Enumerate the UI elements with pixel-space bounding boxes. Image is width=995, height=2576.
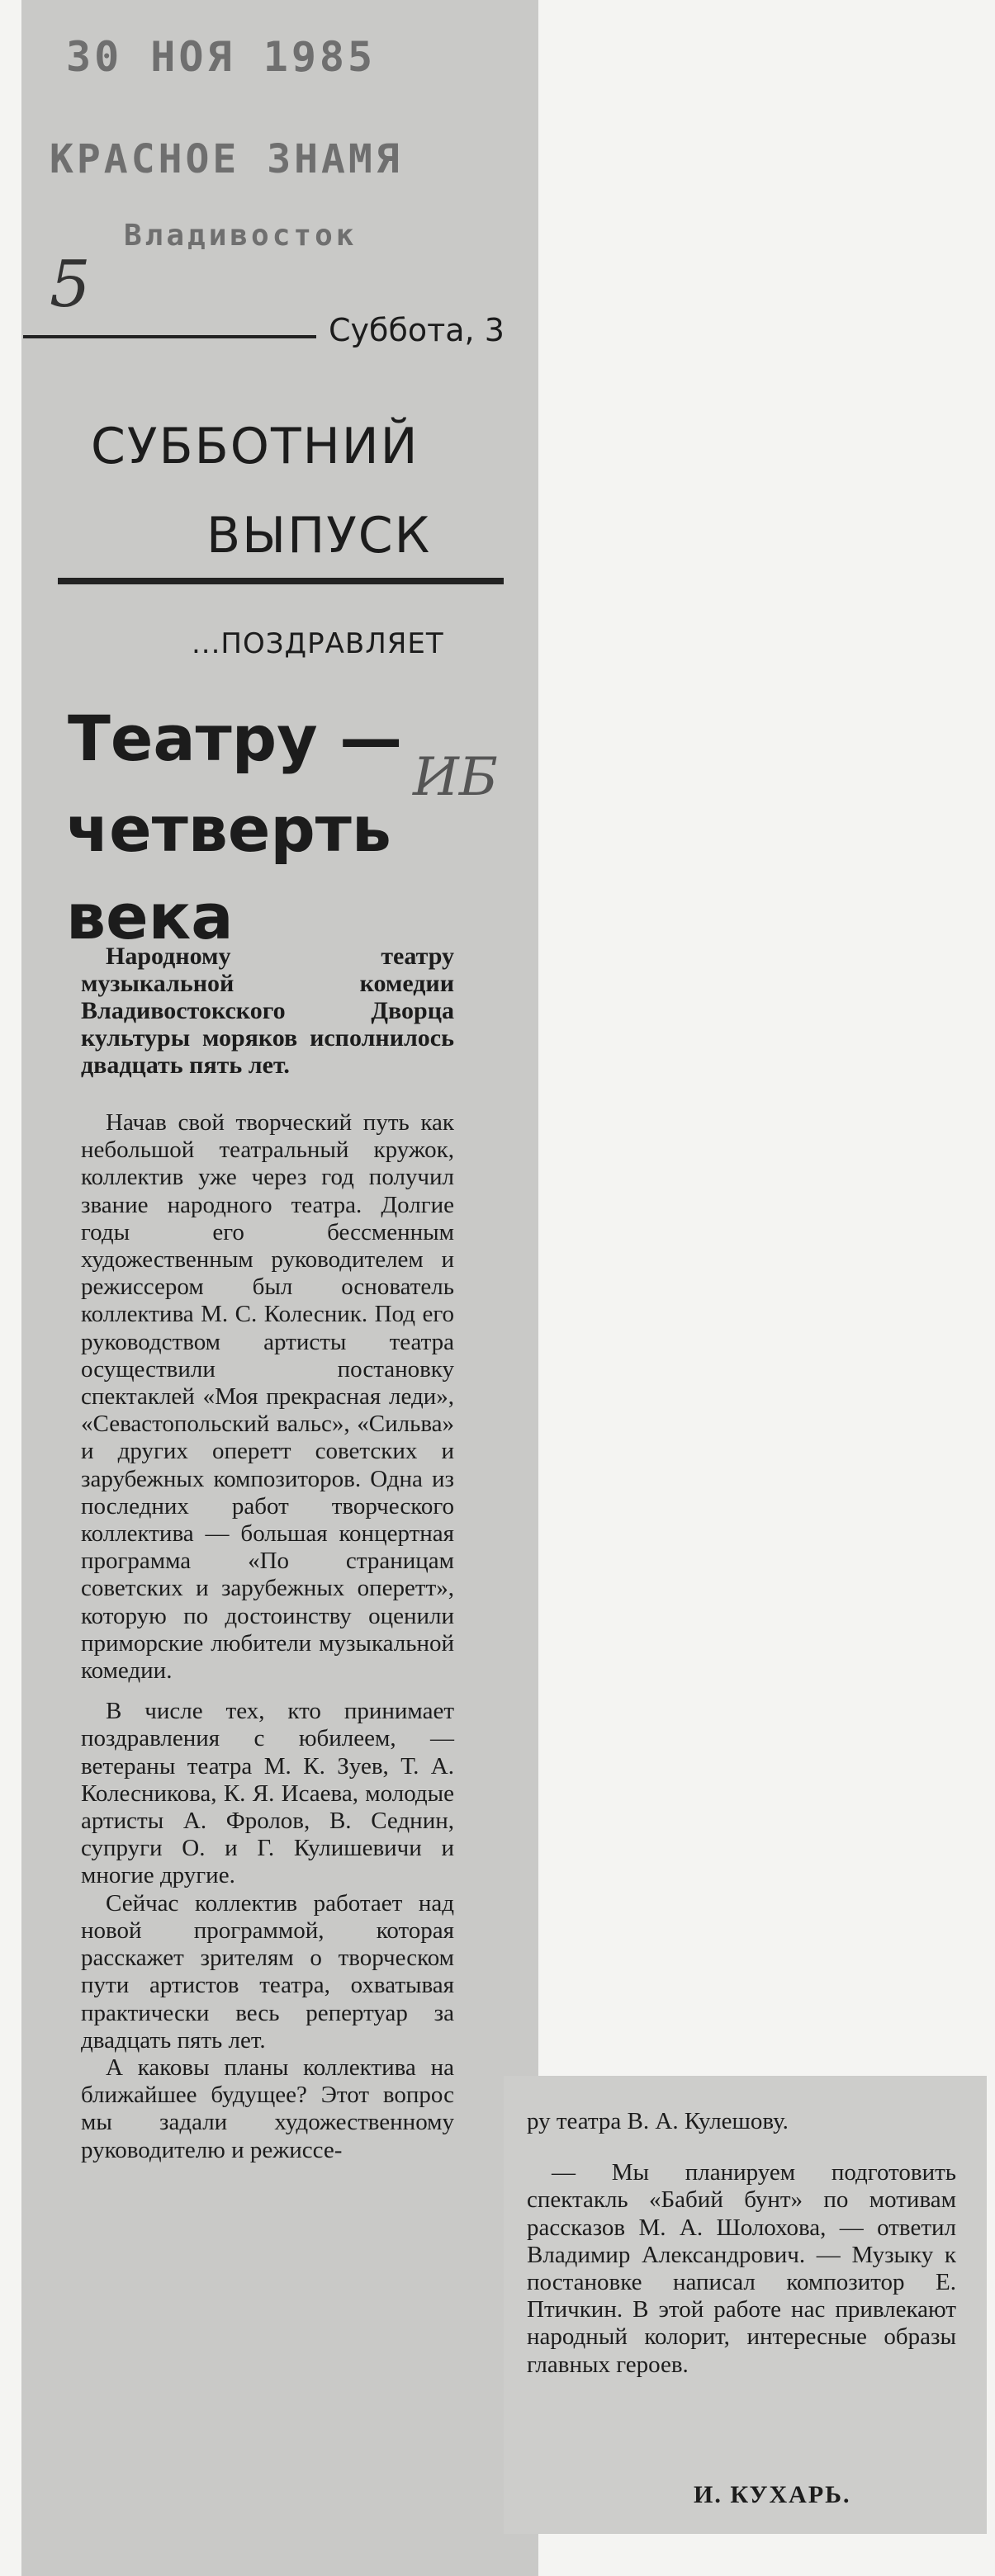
continuation-2: — Мы планируем подготовить спектакль «Бабий бунт» по мотивам рассказов М. А. Шолохова, — ответил Владимир Александрович. — Музыку к постановке написал композитор Е. Птичкин. В этой работе нас привлекают народный колорит, интересные образы главных героев. — [527, 2159, 956, 2378]
lead-text: Народному театру музыкальной комедии Владивостокского Дворца культуры моряков исполнилось двадцать пять лет. — [81, 943, 454, 1079]
article-continuation — [527, 2084, 956, 2403]
headline-line1: Театру — — [68, 702, 403, 775]
paragraph-4: А каковы планы коллектива на ближайшее будущее? Этот вопрос мы задали художественному руководителю и режиссе- — [81, 2054, 454, 2163]
section-rule — [58, 578, 504, 584]
paragraph-1: Начав свой творческий путь как небольшой театральный кружок, коллектив уже через год получил звание народного театра. Долгие годы его бессменным художественным руководителем и режиссером был основатель коллектива М. С. Колесник. Под его руководством артисты театра осуществили постановку спектаклей «Моя прекрасная леди», «Севастопольский вальс», «Сильва» и других оперетт советских и зарубежных композиторов. Одна из последних работ творческого коллектива — большая концертная программа «По страницам советских и зарубежных оперетт», которую по достоинству оценили приморские любители музыкальной комедии. — [81, 1109, 454, 1685]
headline-line3: века — [66, 880, 234, 953]
headline-line2: четверть — [66, 792, 391, 866]
header-rule — [23, 335, 316, 338]
section-title-line1: СУББОТНИЙ — [91, 418, 419, 475]
section-tagline: ...ПОЗДРАВЛЯЕТ — [192, 627, 444, 660]
stamp-city: Владивосток — [124, 219, 358, 253]
handwritten-page-number: 5 — [50, 248, 91, 322]
article-signature: И. КУХАРЬ. — [694, 2481, 851, 2508]
header-day: Суббота, 3 — [329, 312, 505, 348]
continuation-1: ру театра В. А. Кулешову. — [527, 2108, 789, 2134]
section-title-line2: ВЫПУСК — [206, 507, 432, 565]
article-lead — [81, 943, 454, 1079]
handwritten-initials: ИБ — [413, 747, 498, 808]
article-body — [81, 1109, 454, 2164]
paragraph-2: В числе тех, кто принимает поздравления с юбилеем, — ветераны театра М. К. Зуев, Т. А. Колесникова, К. Я. Исаева, молодые артисты А. Фролов, В. Седнин, супруги О. и Г. Кулишевичи и многие другие. — [81, 1698, 454, 1889]
stamp-paper: КРАСНОЕ ЗНАМЯ — [50, 136, 403, 182]
paragraph-3: Сейчас коллектив работает над новой программой, которая расскажет зрителям о творческом пути артистов театра, охватывая практически весь репертуар за двадцать пять лет. — [81, 1889, 454, 2054]
stamp-date: 30 НОЯ 1985 — [66, 33, 377, 81]
